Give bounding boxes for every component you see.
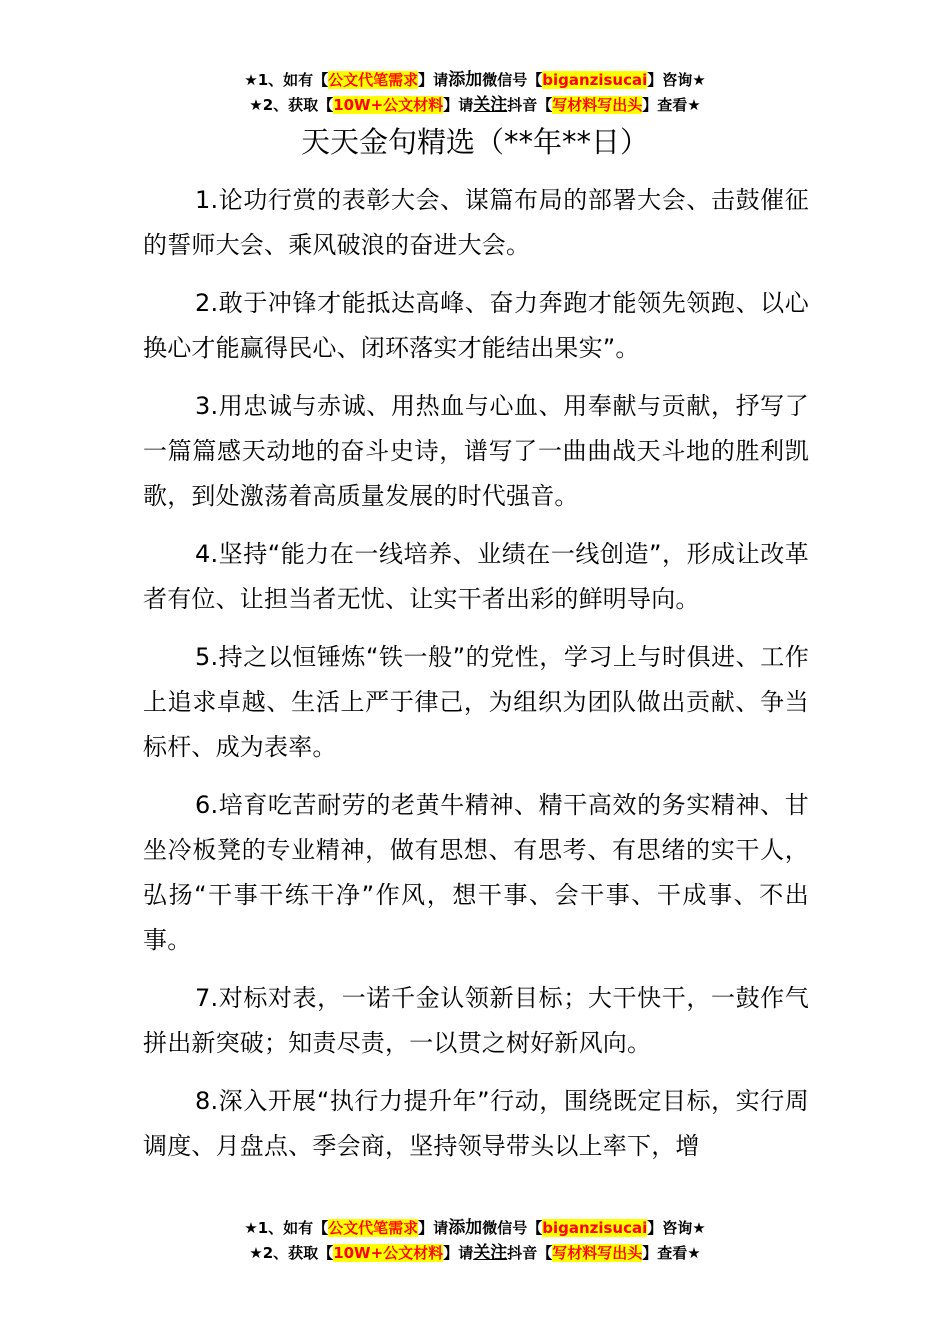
- banner-text: 】请: [418, 71, 449, 89]
- header-banner-line-1: [0, 68, 950, 93]
- star-icon: ★: [687, 1244, 701, 1262]
- follow-emphasis: 关注: [473, 95, 508, 115]
- banner-text: 2、获取【: [262, 1244, 334, 1262]
- materials-highlight: 10W+公文材料: [333, 96, 444, 114]
- banner-text: 微信号【: [482, 1219, 543, 1237]
- paragraph-1: 1.论功行赏的表彰大会、谋篇布局的部署大会、击鼓催征的誓师大会、乘风破浪的奋进大会。: [143, 186, 809, 259]
- header-banner-line-2: [0, 93, 950, 118]
- banner-text: 】请: [418, 1219, 449, 1237]
- paragraph-5: 5.持之以恒锤炼“铁一般”的党性，学习上与时俱进、工作上追求卓越、生活上严于律己，为组织为团队做出贡献、争当标杆、成为表率。: [143, 643, 809, 761]
- star-icon: ★: [692, 71, 706, 89]
- star-icon: ★: [687, 96, 701, 114]
- banner-text: 】咨询: [647, 1219, 693, 1237]
- paragraph-2: 2.敢于冲锋才能抵达高峰、奋力奔跑才能领先领跑、以心换心才能赢得民心、闭环落实才能结出果实”。: [143, 289, 809, 362]
- banner-text: 1、如有【: [257, 1219, 329, 1237]
- header-banner: [0, 68, 950, 118]
- follow-emphasis: 关注: [473, 1243, 508, 1263]
- banner-text: 抖音【: [507, 1244, 553, 1262]
- banner-text: 】请: [443, 1244, 474, 1262]
- footer-banner: [0, 1216, 950, 1266]
- wechat-id-highlight: biganzisucai: [542, 1219, 648, 1237]
- banner-text: 】咨询: [647, 71, 693, 89]
- banner-text: 】请: [443, 96, 474, 114]
- banner-text: 】查看: [642, 96, 688, 114]
- page-title: 天天金句精选（**年**日）: [300, 125, 649, 159]
- footer-banner-line-2: [0, 1241, 950, 1266]
- banner-text: 1、如有【: [257, 71, 329, 89]
- douyin-account-highlight: 写材料写出头: [552, 1244, 643, 1262]
- document-body: [143, 178, 809, 1182]
- douyin-account-highlight: 写材料写出头: [552, 96, 643, 114]
- materials-highlight: 10W+公文材料: [333, 1244, 444, 1262]
- star-icon: ★: [244, 71, 258, 89]
- paragraph-3: 3.用忠诚与赤诚、用热血与心血、用奉献与贡献，抒写了一篇篇感天动地的奋斗史诗，谱写了一曲曲战天斗地的胜利凯歌，到处激荡着高质量发展的时代强音。: [143, 392, 809, 510]
- banner-text: 抖音【: [507, 96, 553, 114]
- banner-text: 2、获取【: [262, 96, 334, 114]
- ghostwriting-highlight: 公文代笔需求: [328, 1219, 419, 1237]
- add-emphasis: 添加: [448, 70, 483, 90]
- footer-banner-line-1: [0, 1216, 950, 1241]
- ghostwriting-highlight: 公文代笔需求: [328, 71, 419, 89]
- banner-text: 】查看: [642, 1244, 688, 1262]
- wechat-id-highlight: biganzisucai: [542, 71, 648, 89]
- star-icon: ★: [244, 1219, 258, 1237]
- add-emphasis: 添加: [448, 1218, 483, 1238]
- banner-text: 微信号【: [482, 71, 543, 89]
- paragraph-4: 4.坚持“能力在一线培养、业绩在一线创造”，形成让改革者有位、让担当者无忧、让实干者出彩的鲜明导向。: [143, 540, 809, 613]
- paragraph-8: 8.深入开展“执行力提升年”行动，围绕既定目标，实行周调度、月盘点、季会商，坚持领导带头以上率下，增: [143, 1087, 809, 1160]
- paragraph-7: 7.对标对表，一诺千金认领新目标；大干快干，一鼓作气拼出新突破；知责尽责，一以贯之树好新风向。: [143, 984, 809, 1057]
- paragraph-6: 6.培育吃苦耐劳的老黄牛精神、精干高效的务实精神、甘坐冷板凳的专业精神，做有思想、有思考、有思绪的实干人，弘扬“干事干练干净”作风，想干事、会干事、干成事、不出事。: [143, 791, 809, 954]
- star-icon: ★: [692, 1219, 706, 1237]
- star-icon: ★: [249, 96, 263, 114]
- star-icon: ★: [249, 1244, 263, 1262]
